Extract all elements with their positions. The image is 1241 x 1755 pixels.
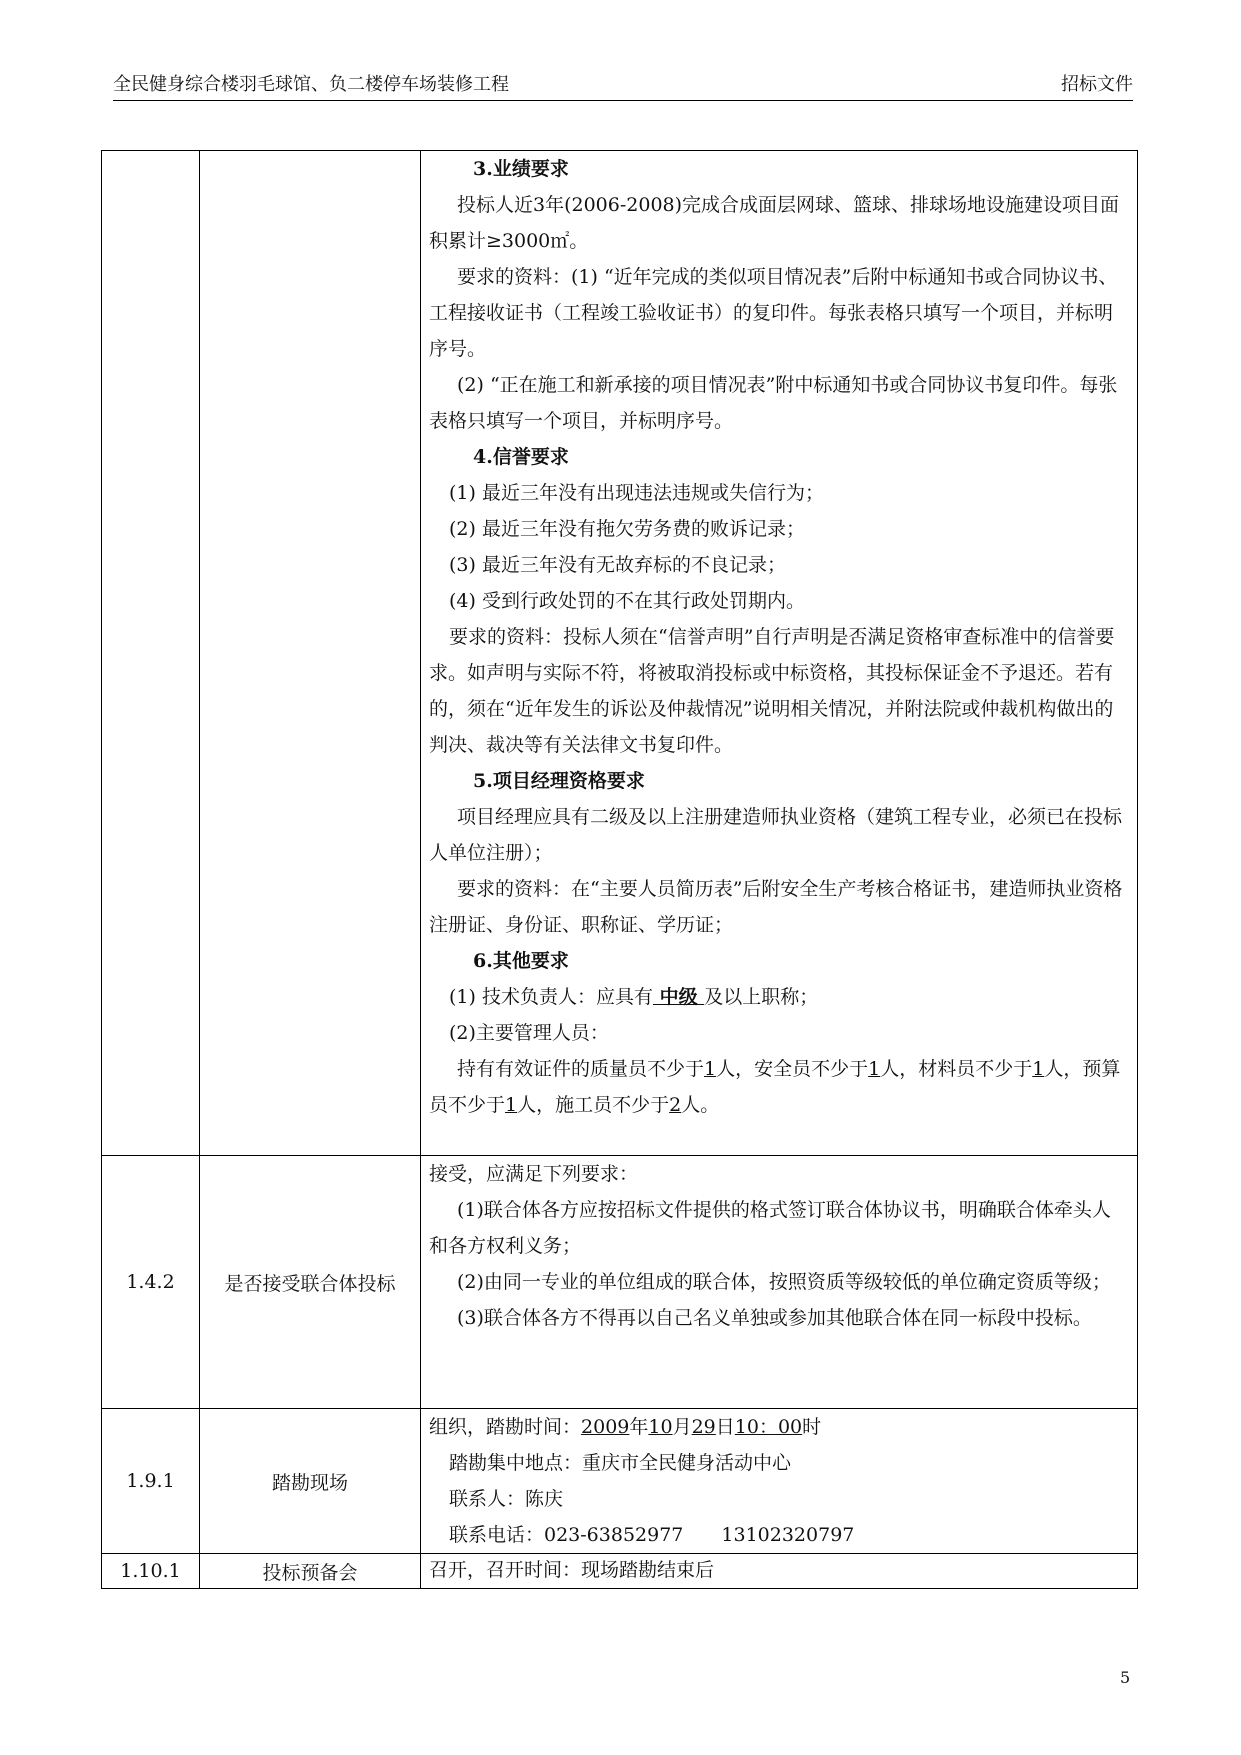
section-3-para-2: 要求的资料：(1) “近年完成的类似项目情况表”后附中标通知书或合同协议书、工程接收证书（工程竣工验收证书）的复印件。每张表格只填写一个项目，并标明序号。 (429, 266, 1118, 360)
table-row (102, 1156, 1138, 1409)
header-doc-type: 招标文件 (1061, 74, 1133, 95)
bid-data-table (101, 150, 1138, 1589)
table-row (102, 151, 1138, 1156)
section-4-title: 4.信誉要求 (473, 446, 569, 468)
consortium-req-2: (2)由同一专业的单位组成的联合体，按照资质等级较低的单位确定资质等级； (457, 1271, 1111, 1293)
site-visit-time-label: 组织，踏勘时间： (429, 1416, 582, 1438)
day-unit: 日 (715, 1416, 735, 1438)
section-5-title: 5.项目经理资格要求 (473, 770, 645, 792)
site-visit-time (429, 1409, 1129, 1445)
consortium-intro: 接受，应满足下列要求： (429, 1163, 639, 1185)
site-visit-phone: 联系电话：023-63852977 13102320797 (449, 1524, 855, 1546)
pre-bid-meeting-text: 召开，召开时间：现场踏勘结束后 (429, 1559, 715, 1581)
budget-staff-count: 1 (505, 1094, 518, 1116)
safety-staff-count: 1 (868, 1058, 881, 1080)
consortium-req-3: (3)联合体各方不得再以自己名义单独或参加其他联合体在同一标段中投标。 (457, 1307, 1092, 1329)
section-6-item-1-suffix: 及以上职称； (704, 986, 819, 1008)
section-5-para-2: 要求的资料：在“主要人员简历表”后附安全生产考核合格证书，建造师执业资格注册证、身份证、职称证、学历证； (429, 878, 1123, 936)
staff-text-e: 人，施工员不少于 (517, 1094, 670, 1116)
section-4-item-4: (4) 受到行政处罚的不在其行政处罚期内。 (449, 590, 805, 612)
title-level-value: 中级 (652, 986, 705, 1008)
row3-item: 踏勘现场 (200, 1409, 421, 1554)
visit-year: 2009 (581, 1416, 630, 1438)
table-row (102, 1554, 1138, 1589)
row3-content (421, 1409, 1138, 1554)
staff-text-f: 人。 (681, 1094, 720, 1116)
section-4-para: 要求的资料：投标人须在“信誉声明”自行声明是否满足资格审查标准中的信誉要求。如声明与实际不符，将被取消投标或中标资格，其投标保证金不予退还。若有的，须在“近年发生的诉讼及仲裁情况”说明相关情况，并附法院或仲裁机构做出的判决、裁决等有关法律文书复印件。 (429, 626, 1115, 756)
section-6-item-1-prefix: (1) 技术负责人：应具有 (449, 986, 653, 1008)
section-6-staff-para (429, 1051, 1129, 1123)
row4-item: 投标预备会 (200, 1554, 421, 1589)
consortium-req-1: (1)联合体各方应按招标文件提供的格式签订联合体协议书，明确联合体牵头人和各方权利义务； (429, 1199, 1111, 1257)
page-number: 5 (1120, 1668, 1131, 1687)
section-3-para-3: (2) “正在施工和新承接的项目情况表”附中标通知书或合同协议书复印件。每张表格只填写一个项目，并标明序号。 (429, 374, 1118, 432)
site-visit-place: 踏勘集中地点：重庆市全民健身活动中心 (449, 1452, 792, 1474)
section-4-item-1: (1) 最近三年没有出现违法违规或失信行为； (449, 482, 824, 504)
row1-number (102, 151, 200, 1156)
visit-hour: 10：00 (734, 1416, 803, 1438)
row1-content (421, 151, 1138, 1156)
row2-number: 1.4.2 (102, 1156, 200, 1409)
section-5-para-1: 项目经理应具有二级及以上注册建造师执业资格（建筑工程专业，必须已在投标人单位注册）； (429, 806, 1123, 864)
page-header (113, 72, 1133, 101)
section-3-title: 3.业绩要求 (473, 158, 569, 180)
month-unit: 月 (672, 1416, 692, 1438)
staff-text-b: 人，安全员不少于 (716, 1058, 869, 1080)
hour-unit: 时 (802, 1416, 822, 1438)
staff-text-d: 人，预算员不少于 (429, 1058, 1121, 1116)
section-4-item-3: (3) 最近三年没有无故弃标的不良记录； (449, 554, 786, 576)
row4-content (421, 1554, 1138, 1589)
table-row (102, 1409, 1138, 1554)
row2-content (421, 1156, 1138, 1409)
staff-text-c: 人，材料员不少于 (880, 1058, 1033, 1080)
visit-day: 29 (691, 1416, 716, 1438)
row4-number: 1.10.1 (102, 1554, 200, 1589)
material-staff-count: 1 (1032, 1058, 1045, 1080)
section-6-title: 6.其他要求 (473, 950, 569, 972)
year-unit: 年 (629, 1416, 649, 1438)
section-6-item-2: (2)主要管理人员： (449, 1022, 609, 1044)
staff-text-a: 持有有效证件的质量员不少于 (457, 1058, 705, 1080)
header-project-title: 全民健身综合楼羽毛球馆、负二楼停车场装修工程 (113, 74, 509, 95)
quality-staff-count: 1 (704, 1058, 717, 1080)
row1-item (200, 151, 421, 1156)
construction-staff-count: 2 (669, 1094, 682, 1116)
row3-number: 1.9.1 (102, 1409, 200, 1554)
site-visit-contact: 联系人：陈庆 (449, 1488, 564, 1510)
section-4-item-2: (2) 最近三年没有拖欠劳务费的败诉记录； (449, 518, 805, 540)
section-3-para-1: 投标人近3年(2006-2008)完成合成面层网球、篮球、排球场地设施建设项目面积累计≥3000㎡。 (429, 194, 1120, 252)
row2-item: 是否接受联合体投标 (200, 1156, 421, 1409)
section-6-item-1 (429, 979, 1129, 1015)
visit-month: 10 (648, 1416, 673, 1438)
